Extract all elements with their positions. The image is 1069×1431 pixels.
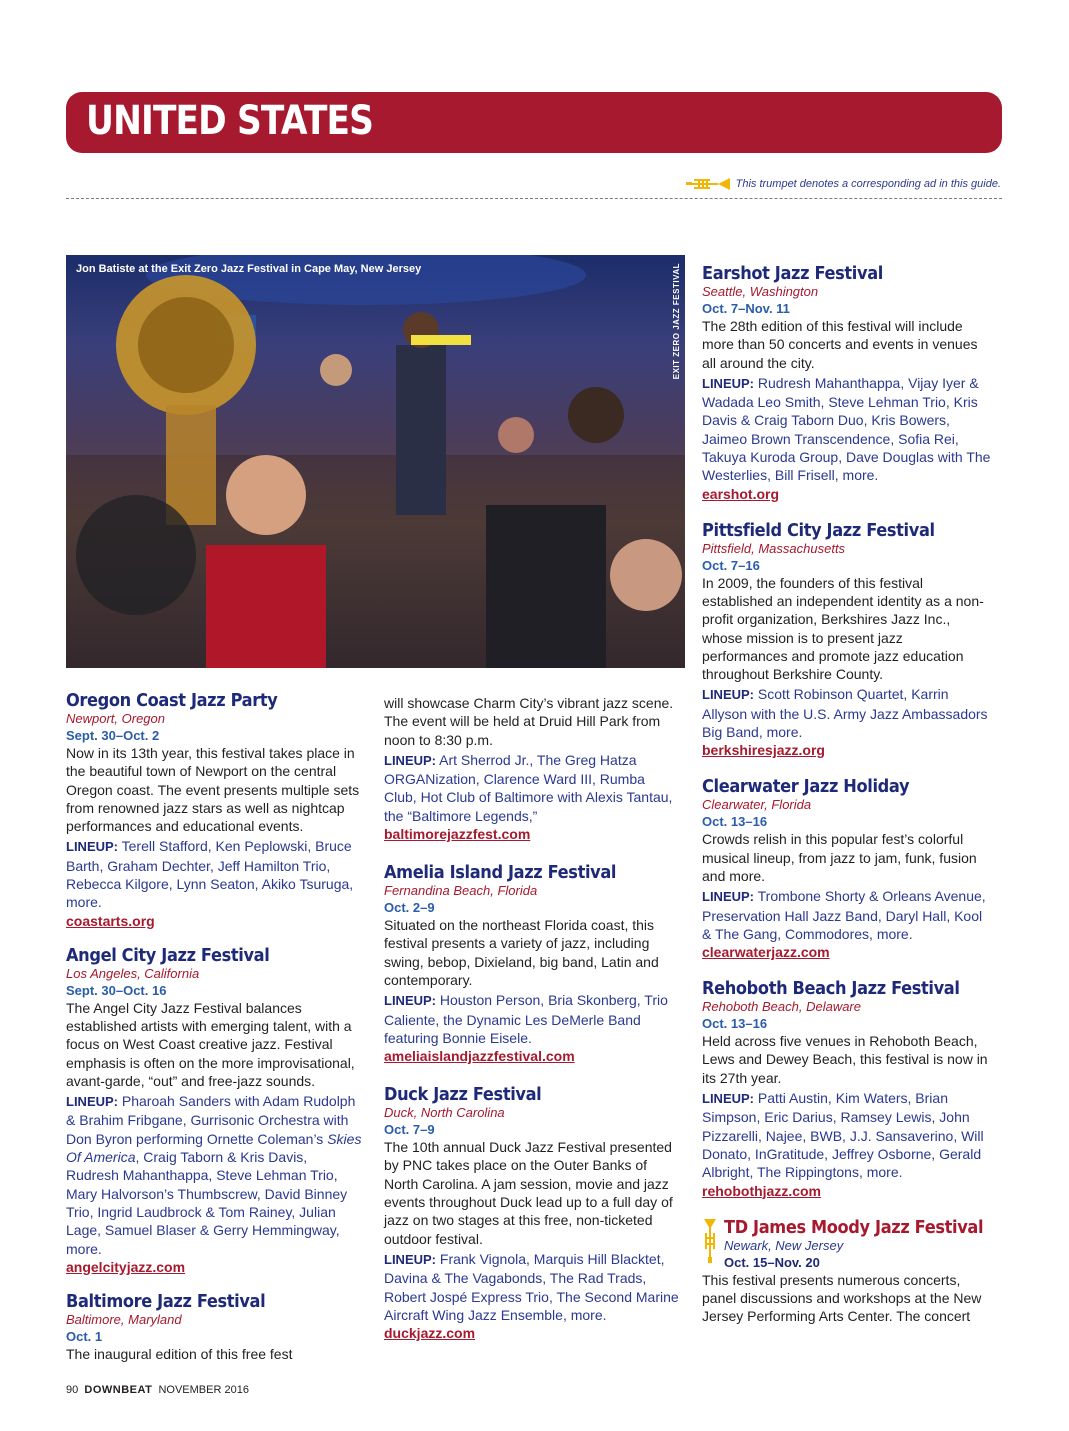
lineup-text-continued: , Craig Taborn & Kris Davis, Rudresh Mahanthappa, Steve Lehman Trio, Mary Halvorson’s Thumbscrew, David Binney Trio, Ingrid Laudbrock & Tom Rainey, Julian Lage, Samuel Blaser & Gerry Hemmingway, more. xyxy=(66,1149,348,1257)
festival-description: The inaugural edition of this free fest xyxy=(66,1345,293,1362)
festival-dates: Oct. 7–9 xyxy=(384,1122,435,1138)
festival-entry xyxy=(384,1084,680,1343)
page-number: 90 xyxy=(66,1384,79,1396)
trumpet-ad-icon xyxy=(702,1219,718,1263)
festival-location: Clearwater, Florida xyxy=(702,797,812,813)
festival-dates: Oct. 15–Nov. 20 xyxy=(724,1254,820,1270)
festival-link[interactable]: coastarts.org xyxy=(66,912,155,929)
festival-description: The 10th annual Duck Jazz Festival presented by PNC takes place on the Outer Banks of North Carolina. A jam session, movie and jazz events throughout Duck lead up to a full day of jazz on two stages at this free, non-ticketed outdoor festival. xyxy=(384,1139,673,1247)
festival-dates: Oct. 2–9 xyxy=(384,900,435,916)
lineup-label: LINEUP: xyxy=(66,1094,118,1110)
festival-entry-featured xyxy=(702,1217,992,1326)
column-3 xyxy=(702,263,992,1343)
lineup-text: Pharoah Sanders with Adam Rudolph & Brahim Fribgane, Gurrisonic Orchestra with Don Byron performing Ornette Coleman’s xyxy=(66,1093,356,1147)
legend-text: This trumpet denotes a corresponding ad in this guide. xyxy=(735,178,1001,190)
festival-description: The Angel City Jazz Festival balances established artists with emerging talent, with a focus on West Coast creative jazz. Festival emphasis is often on the more improvisational, avant-garde, “out” and free-jazz sounds. xyxy=(66,999,355,1089)
festival-location: Los Angeles, California xyxy=(66,965,200,981)
lineup-text: Frank Vignola, Marquis Hill Blacktet, Davina & The Vagabonds, The Rad Trads, Robert Jospé Express Trio, The Second Marine Aircraft Wing Jazz Ensemble, more. xyxy=(384,1250,679,1323)
festival-location: Baltimore, Maryland xyxy=(66,1311,182,1327)
festival-name: Oregon Coast Jazz Party xyxy=(66,690,278,711)
festival-description: The 28th edition of this festival will include more than 50 concerts and events in venues all around the city. xyxy=(702,318,978,371)
festival-description: In 2009, the founders of this festival established an independent identity as a non-profit organization, Berkshires Jazz Inc., whose mission is to present jazz performances and promote jazz education throughout Berkshire County. xyxy=(702,574,984,683)
lineup-label: LINEUP: xyxy=(66,839,118,855)
festival-link[interactable]: duckjazz.com xyxy=(384,1325,476,1342)
festival-link[interactable]: angelcityjazz.com xyxy=(66,1258,186,1275)
magazine-name: DOWNBEAT xyxy=(84,1384,153,1396)
festival-entry-continued xyxy=(384,694,680,844)
lineup-label: LINEUP: xyxy=(384,1251,436,1267)
photo-caption: Jon Batiste at the Exit Zero Jazz Festival in Cape May, New Jersey xyxy=(76,263,422,275)
festival-lineup xyxy=(384,991,680,1047)
festival-lineup xyxy=(66,1092,362,1258)
festival-link[interactable]: berkshiresjazz.org xyxy=(702,742,825,759)
festival-dates: Sept. 30–Oct. 2 xyxy=(66,728,160,743)
festival-lineup xyxy=(702,685,992,741)
lineup-text: Art Sherrod Jr., The Greg Hatza ORGANization, Clarence Ward III, Rumba Club, Hot Club of Baltimore with Alexis Tantau, the “Baltimore Legends,” xyxy=(384,751,673,824)
trumpet-icon xyxy=(686,177,730,191)
festival-entry xyxy=(66,945,362,1277)
festival-entry xyxy=(702,263,992,504)
festival-lineup xyxy=(702,1089,992,1181)
festival-entry xyxy=(66,1291,362,1363)
festival-dates: Oct. 7–16 xyxy=(702,557,760,573)
festival-entry xyxy=(384,862,680,1066)
festival-description: Now in its 13th year, this festival takes place in the beautiful town of Newport on the central Oregon coast. The event presents multiple sets from renowned jazz stars as well as nightcap performances and educational events. xyxy=(66,745,360,835)
lineup-label: LINEUP: xyxy=(702,375,754,391)
photo-credit: EXIT ZERO JAZZ FESTIVAL xyxy=(672,263,681,380)
festival-description: Held across five venues in Rehoboth Beach, Lews and Dewey Beach, this festival is now in its 27th year. xyxy=(702,1033,988,1086)
lineup-text: Patti Austin, Kim Waters, Brian Simpson, Eric Darius, Ramsey Lewis, John Pizzarelli, Najee, BWB, J.J. Sansaverino, Will Donato, InGratitude, Jeffrey Osborne, Gerald Albright, The Rippingtons, more. xyxy=(702,1090,984,1181)
festival-link[interactable]: earshot.org xyxy=(702,485,780,502)
festival-link[interactable]: clearwaterjazz.com xyxy=(702,944,830,961)
festival-dates: Sept. 30–Oct. 16 xyxy=(66,982,167,998)
page-footer xyxy=(66,1384,249,1396)
festival-location: Newark, New Jersey xyxy=(724,1237,844,1253)
festival-name: Pittsfield City Jazz Festival xyxy=(702,519,935,541)
festival-entry xyxy=(702,520,992,761)
photo-illustration xyxy=(66,255,685,668)
issue-date: NOVEMBER 2016 xyxy=(158,1384,249,1396)
lineup-italic-title: Skies Of America xyxy=(66,1130,362,1166)
festival-photo xyxy=(66,255,685,668)
festival-name: Rehoboth Beach Jazz Festival xyxy=(702,978,960,1000)
festival-link[interactable]: rehobothjazz.com xyxy=(702,1182,822,1199)
festival-location: Seattle, Washington xyxy=(702,284,819,299)
festival-name: Duck Jazz Festival xyxy=(384,1084,542,1106)
festival-description: Situated on the northeast Florida coast, this festival presents a variety of jazz, including swing, bebop, Dixieland, big band, Latin and contemporary. xyxy=(384,917,659,988)
lineup-label: LINEUP: xyxy=(702,1091,754,1107)
festival-name: Baltimore Jazz Festival xyxy=(66,1290,266,1312)
festival-dates: Oct. 13–16 xyxy=(702,814,768,830)
trumpet-legend xyxy=(686,176,1001,192)
festival-entry xyxy=(66,690,362,931)
column-2 xyxy=(384,694,680,1361)
festival-location: Pittsfield, Massachusetts xyxy=(702,540,846,556)
lineup-text: Rudresh Mahanthappa, Vijay Iyer & Wadada Leo Smith, Steve Lehman Trio, Kris Davis & Craig Taborn Duo, Kris Bowers, Jaimeo Brown Transcendence, Sofia Rei, Takuya Kuroda Group, Dave Douglas with The Westerlies, Bill Frisell, more. xyxy=(702,374,991,484)
section-banner xyxy=(66,92,1002,153)
lineup-label: LINEUP: xyxy=(702,687,754,703)
lineup-label: LINEUP: xyxy=(702,889,754,905)
festival-description: This festival presents numerous concerts, panel discussions and workshops at the New Jersey Performing Arts Center. The concert xyxy=(702,1271,982,1325)
festival-description: Crowds relish in this popular fest’s colorful musical lineup, from jazz to jam, funk, fusion and more. xyxy=(702,831,977,884)
festival-lineup xyxy=(66,837,362,911)
lineup-label: LINEUP: xyxy=(384,752,436,768)
festival-name: Clearwater Jazz Holiday xyxy=(702,776,910,798)
festival-dates: Oct. 13–16 xyxy=(702,1016,768,1032)
festival-name: Earshot Jazz Festival xyxy=(702,263,883,284)
divider xyxy=(66,198,1002,199)
festival-lineup xyxy=(702,887,992,943)
lineup-text: Terell Stafford, Ken Peplowski, Bruce Barth, Graham Dechter, Jeff Hamilton Trio, Rebecca Kilgore, Lynn Seaton, Akiko Tsuruga, more. xyxy=(66,838,354,911)
festival-name: TD James Moody Jazz Festival xyxy=(724,1216,984,1238)
festival-lineup xyxy=(384,751,680,825)
lineup-text: Trombone Shorty & Orleans Avenue, Preservation Hall Jazz Band, Daryl Hall, Kool & The Gang, Commodores, more. xyxy=(702,888,986,942)
lineup-text: Scott Robinson Quartet, Karrin Allyson with the U.S. Army Jazz Ambassadors Big Band, more. xyxy=(702,686,988,741)
lineup-label: LINEUP: xyxy=(384,993,436,1009)
festival-dates: Oct. 1 xyxy=(66,1328,103,1344)
festival-location: Rehoboth Beach, Delaware xyxy=(702,999,861,1015)
festival-dates: Oct. 7–Nov. 11 xyxy=(702,301,790,316)
festival-location: Fernandina Beach, Florida xyxy=(384,883,538,899)
column-1 xyxy=(66,690,362,1381)
festival-location: Duck, North Carolina xyxy=(384,1105,505,1121)
festival-location: Newport, Oregon xyxy=(66,711,165,726)
festival-lineup xyxy=(702,374,992,485)
festival-name: Amelia Island Jazz Festival xyxy=(384,862,617,884)
festival-description: will showcase Charm City’s vibrant jazz scene. The event will be held at Druid Hill Park from noon to 8:30 p.m. xyxy=(384,695,674,748)
festival-entry xyxy=(702,978,992,1200)
featured-heading xyxy=(702,1217,992,1271)
festival-entry xyxy=(702,776,992,962)
festival-name: Angel City Jazz Festival xyxy=(66,944,270,966)
section-title: UNITED STATES xyxy=(86,98,374,144)
festival-link[interactable]: ameliaislandjazzfestival.com xyxy=(384,1048,575,1065)
festival-lineup xyxy=(384,1250,680,1324)
lineup-text: Houston Person, Bria Skonberg, Trio Caliente, the Dynamic Les DeMerle Band featuring Bonnie Eisele. xyxy=(384,992,668,1046)
festival-link[interactable]: baltimorejazzfest.com xyxy=(384,826,531,843)
